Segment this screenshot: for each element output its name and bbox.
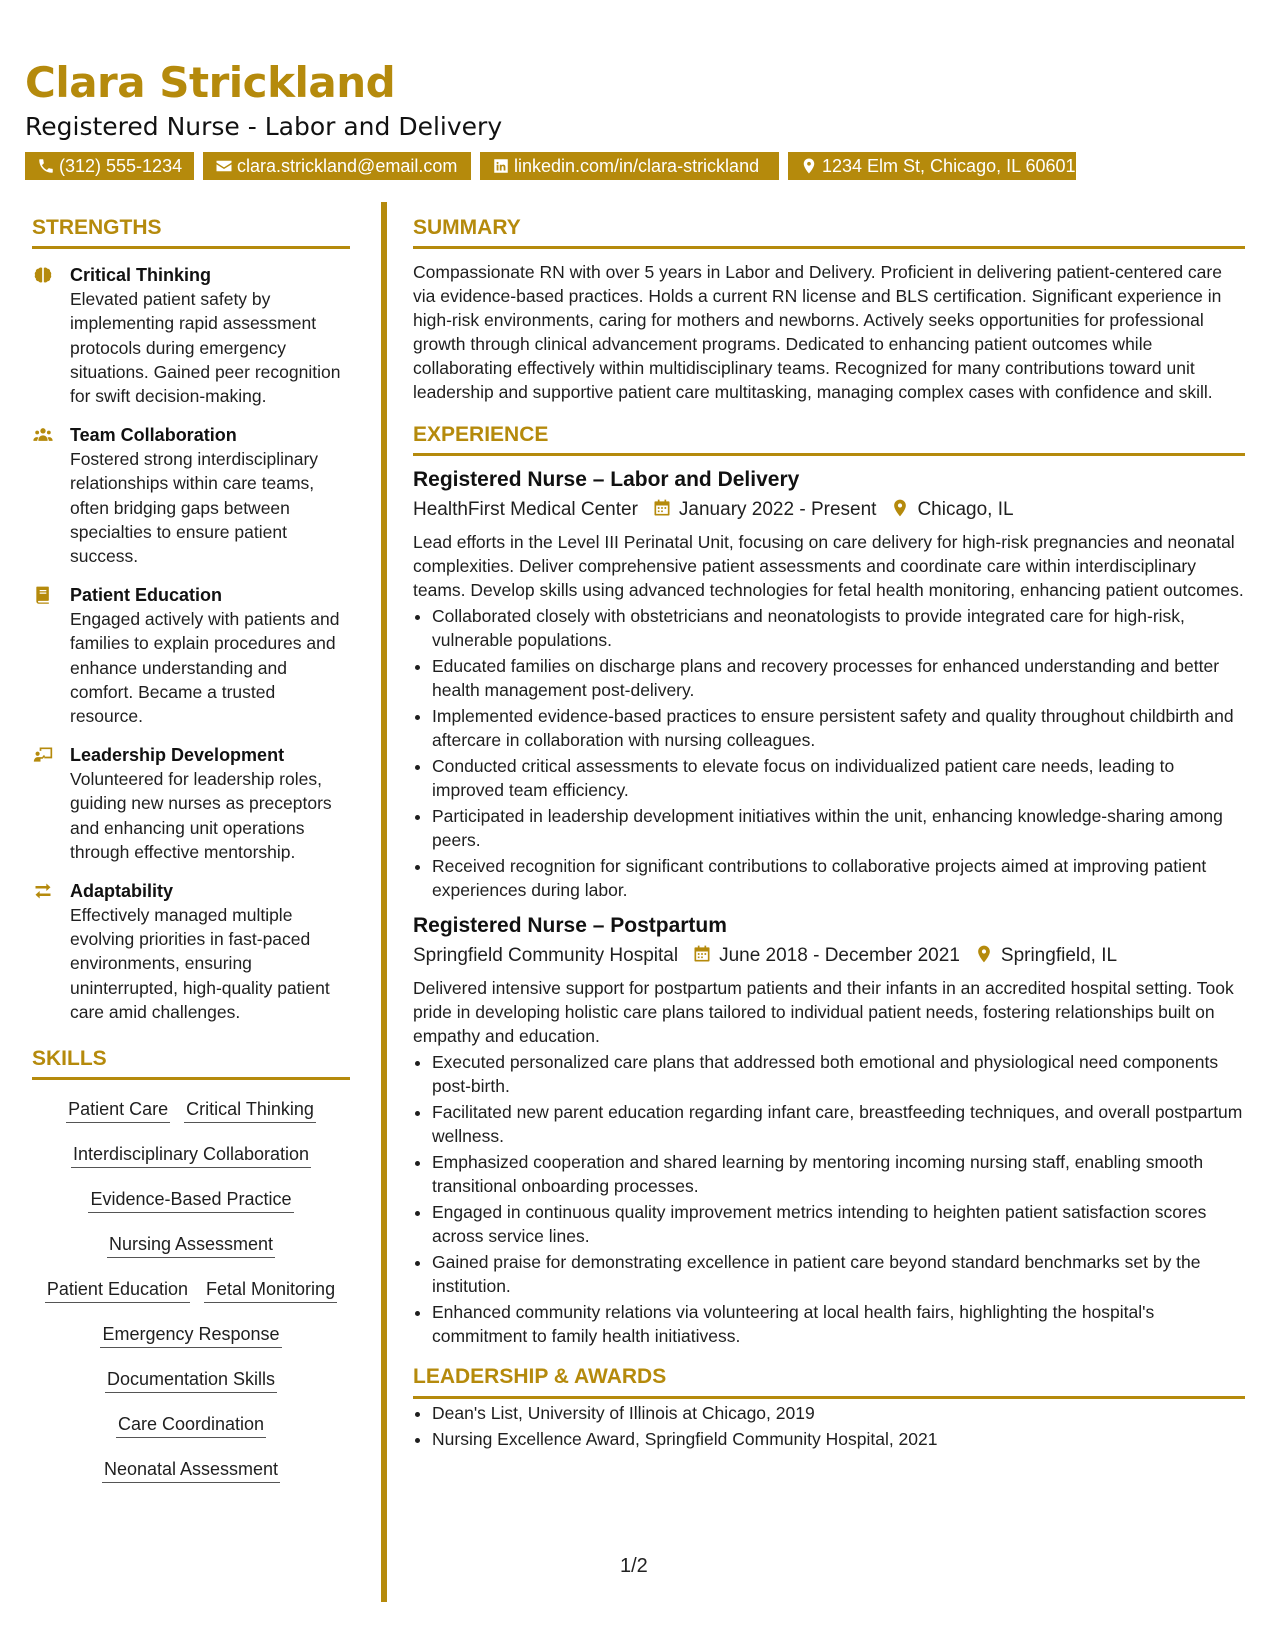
strength-item (32, 583, 350, 728)
skill-tag: Emergency Response (100, 1321, 281, 1348)
strength-desc: Fostered strong interdisciplinary relationships within care teams, often bridging gaps between specialties to ensure patient success. (70, 449, 319, 567)
contact-address[interactable] (788, 152, 1076, 180)
job-meta (413, 942, 1245, 970)
candidate-name: Clara Strickland (25, 58, 396, 107)
strength-desc: Volunteered for leadership roles, guiding new nurses as preceptors and enhancing unit operations through effective mentorship. (70, 769, 332, 862)
candidate-headline: Registered Nurse - Labor and Delivery (25, 112, 503, 141)
job-bullet: • Facilitated new parent education regarding infant care, breastfeeding techniques, and overall postpartum wellness. (432, 1100, 1245, 1148)
calendar-icon (652, 498, 672, 518)
job-bullet: • Received recognition for significant contributions to collaborative projects aimed at improving patient experiences during labor. (432, 854, 1245, 902)
skill-tag: Fetal Monitoring (204, 1276, 337, 1303)
map-pin-icon (890, 498, 910, 518)
strength-item (32, 743, 350, 864)
strength-item (32, 263, 350, 408)
job-dates: January 2022 - Present (678, 499, 877, 521)
job-title: Registered Nurse – Labor and Delivery (413, 468, 800, 492)
skill-tag: Nursing Assessment (107, 1231, 275, 1258)
left-column (32, 215, 350, 1493)
job-location: Springfield, IL (1000, 945, 1118, 967)
job-description: Lead efforts in the Level III Perinatal Unit, focusing on care delivery for high-risk pregnancies and neonatal complexities. Deliver comprehensive patient assessments and coordinate care within interdisciplinary teams. Develop skills using advanced technologies for fetal health monitoring, enhancing patient outcomes. (413, 532, 1244, 601)
skill-tag: Interdisciplinary Collaboration (71, 1141, 311, 1168)
job-description: Delivered intensive support for postpartum patients and their infants in an accredited hospital setting. Took pride in developing holistic care plans tailored to individual patient needs, fostering relationships built on empathy and education. (413, 978, 1234, 1047)
strength-title: Critical Thinking (70, 265, 212, 286)
skills-heading: SKILLS (32, 1046, 350, 1080)
job-bullet: • Engaged in continuous quality improvement metrics intending to heighten patient satisfaction scores across service lines. (432, 1200, 1245, 1248)
contact-phone-text: (312) 555-1234 (59, 156, 183, 176)
job-bullet: • Collaborated closely with obstetricians and neonatologists to provide integrated care for high-risk, vulnerable populations. (432, 604, 1245, 652)
job-bullets (413, 604, 1245, 902)
awards-heading: LEADERSHIP & AWARDS (413, 1364, 1245, 1398)
strength-desc: Elevated patient safety by implementing rapid assessment protocols during emergency situations. Gained peer recognition for swift decision-making. (70, 289, 341, 406)
award-item: • Nursing Excellence Award, Springfield Community Hospital, 2021 (432, 1427, 1245, 1451)
strength-item (32, 423, 350, 568)
job-employer: HealthFirst Medical Center (413, 499, 638, 521)
page-number: 1/2 (620, 1555, 648, 1577)
map-pin-icon (974, 944, 994, 964)
strength-desc: Engaged actively with patients and families to explain procedures and enhance understanding and comfort. Became a trusted resource. (70, 609, 340, 727)
summary-heading: SUMMARY (413, 215, 1245, 249)
strength-title: Leadership Development (70, 745, 285, 766)
job-bullet: • Gained praise for demonstrating excellence in patient care beyond standard benchmarks set by the institution. (432, 1250, 1245, 1298)
phone-icon (37, 155, 57, 173)
envelope-icon (215, 155, 235, 173)
job-bullet: • Emphasized cooperation and shared learning by mentoring incoming nursing staff, enabling smooth transitional onboarding processes. (432, 1150, 1245, 1198)
skill-tag: Documentation Skills (105, 1366, 277, 1393)
arrows-exchange-icon (32, 881, 56, 901)
strengths-heading: STRENGTHS (32, 215, 350, 249)
skill-tag: Neonatal Assessment (102, 1456, 280, 1483)
job-bullet: • Enhanced community relations via volunteering at local health fairs, highlighting the hospital's commitment to family health initiativess. (432, 1300, 1245, 1348)
strength-desc: Effectively managed multiple evolving priorities in fast-paced environments, ensuring uninterrupted, high-quality patient care amid challenges. (70, 905, 330, 1022)
awards-list (413, 1401, 1245, 1451)
job-bullet: • Executed personalized care plans that addressed both emotional and physiological need components post-birth. (432, 1050, 1245, 1098)
strength-item (32, 879, 350, 1024)
skill-tag: Evidence-Based Practice (88, 1186, 293, 1213)
skill-tag: Patient Education (45, 1276, 190, 1303)
job-title: Registered Nurse – Postpartum (413, 914, 727, 938)
skill-tag: Care Coordination (116, 1411, 266, 1438)
job-entry (413, 466, 1245, 902)
job-bullets (413, 1050, 1245, 1348)
teacher-board-icon (32, 745, 56, 765)
job-bullet: • Participated in leadership development initiatives within the unit, enhancing knowledge-sharing among peers. (432, 804, 1245, 852)
summary-text: Compassionate RN with over 5 years in Labor and Delivery. Proficient in delivering patient-centered care via evidence-based practices. Holds a current RN license and BLS certification. Significant experience in high-risk environments, caring for mothers and newborns. Actively seeks opportunities for professional growth through clinical advancement programs. Dedicated to enhancing patient outcomes while collaborating effectively within multidisciplinary teams. Recognized for many contributions toward unit leadership and supportive patient care multitasking, managing complex cases with confidence and skill. (413, 262, 1222, 403)
contact-linkedin[interactable] (480, 152, 779, 180)
linkedin-icon (492, 155, 512, 173)
contact-phone[interactable] (25, 152, 194, 180)
strength-title: Team Collaboration (70, 425, 237, 446)
strength-title: Patient Education (70, 585, 223, 606)
column-divider (381, 202, 387, 1602)
calendar-icon (692, 944, 712, 964)
skill-tag: Critical Thinking (184, 1096, 316, 1123)
book-icon (32, 585, 56, 605)
experience-heading: EXPERIENCE (413, 422, 1245, 456)
job-entry (413, 912, 1245, 1348)
job-bullet: • Educated families on discharge plans and recovery processes for enhanced understanding and better health management post-delivery. (432, 654, 1245, 702)
job-employer: Springfield Community Hospital (413, 945, 679, 967)
job-bullet: • Implemented evidence-based practices to ensure persistent safety and quality throughout childbirth and aftercare in collaboration with nursing colleagues. (432, 704, 1245, 752)
right-column (413, 215, 1245, 1453)
skill-tag: Patient Care (66, 1096, 170, 1123)
skills-list (32, 1080, 350, 1493)
job-bullet: • Conducted critical assessments to elevate focus on individualized patient care needs, leading to improved team efficiency. (432, 754, 1245, 802)
brain-icon (32, 265, 56, 285)
contact-linkedin-text: linkedin.com/in/clara-strickland (514, 156, 760, 176)
award-item: • Dean's List, University of Illinois at Chicago, 2019 (432, 1401, 1245, 1425)
job-meta (413, 496, 1245, 524)
map-pin-icon (800, 155, 820, 173)
strength-title: Adaptability (70, 881, 174, 902)
contact-email-text: clara.strickland@email.com (237, 156, 458, 176)
job-location: Chicago, IL (917, 499, 1014, 521)
people-group-icon (32, 425, 56, 445)
contact-email[interactable] (203, 152, 471, 180)
job-dates: June 2018 - December 2021 (719, 945, 960, 967)
contact-address-text: 1234 Elm St, Chicago, IL 60601 (822, 156, 1076, 176)
